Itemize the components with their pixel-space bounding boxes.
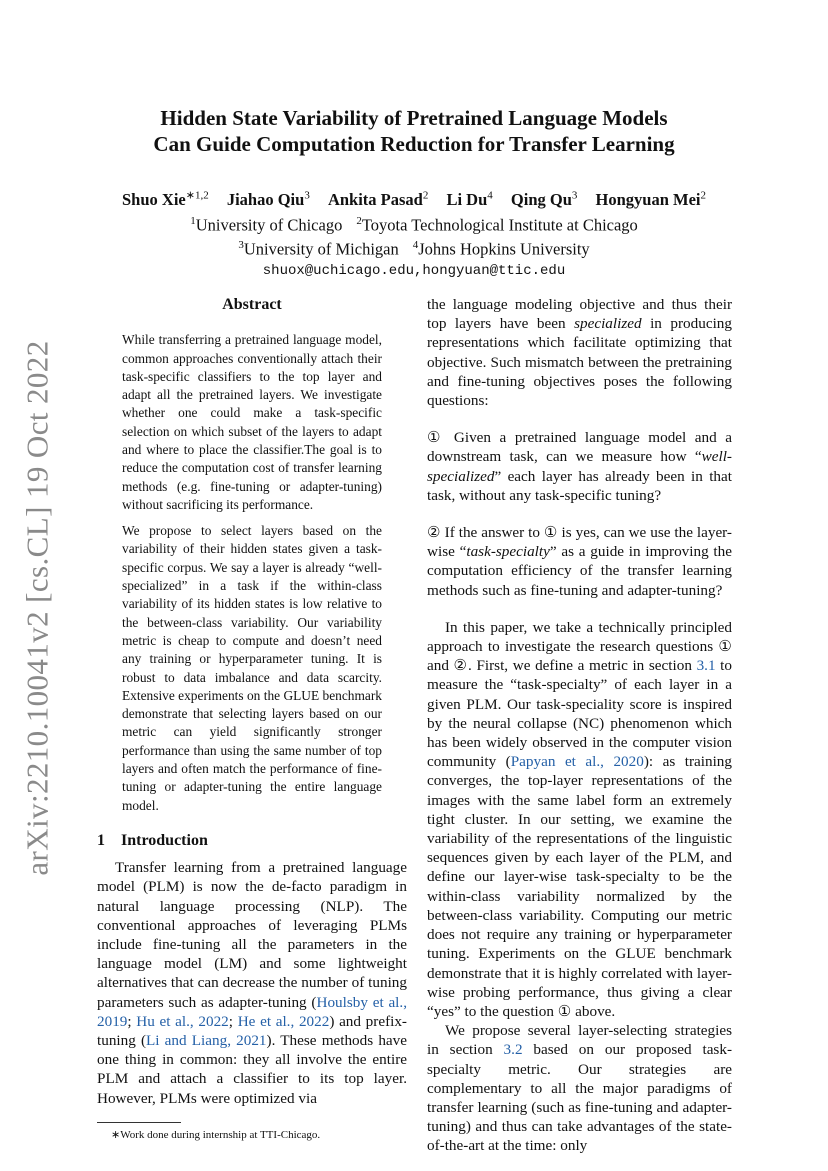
right-column — [427, 295, 732, 1156]
paper-title — [0, 105, 828, 157]
citation-link[interactable]: Li and Liang, 2021 — [146, 1031, 267, 1049]
section-heading-introduction — [97, 831, 407, 850]
body-paragraph: In this paper, we take a technically principled approach to investigate the research questions ① and ②. First, we define a metric in section 3.1 to measure the “task-specialty” of each layer in a given PLM. Our task-speciality score is inspired by the neural collapse (NC) phenomenon which has been widely observed in the computer vision community (Papyan et al., 2020): as training converges, the top-layer representations of the images with the same label form an extremely tight cluster. In our setting, we examine the variability of the representations of the linguistic sequences given by each layer of the PLM, and define our layer-wise task-specialty to be the within-class variability normalized by the between-class variability. Computing our metric does not require any training or hyperparameter tuning. Experiments on the GLUE benchmark demonstrate that it is highly correlated with layer-wise probing performance, thus giving a clear “yes” to the question ① above. — [427, 618, 732, 1020]
paper-header — [0, 105, 828, 282]
author: Li Du$^4$ — [446, 189, 493, 209]
author: Shuo Xie$^{∗1,2}$ — [122, 189, 209, 209]
footnote-divider — [97, 1122, 181, 1123]
section-ref-link[interactable]: 3.1 — [696, 657, 716, 675]
arxiv-identifier: arXiv:2210.10041v2 [cs.CL] 19 Oct 2022 — [20, 340, 55, 876]
author: Qing Qu$^3$ — [510, 189, 578, 209]
section-title: Introduction — [121, 831, 208, 849]
research-question-1: ① Given a pretrained language model and a downstream task, can we measure how “well-specialized” each layer has already been in that task, without any task-specific tuning? — [427, 429, 732, 504]
contact-email[interactable]: shuox@uchicago.edu,hongyuan@ttic.edu — [262, 262, 566, 279]
author: Jiahao Qiu$^3$ — [226, 189, 310, 209]
abstract-heading: Abstract — [222, 296, 282, 313]
abstract-paragraph: We propose to select layers based on the variability of their hidden states given a task-specific corpus. We say a layer is already “well-specialized” in a task if the within-class variability of its hidden states is low relative to the between-class variability. Our variability metric is cheap to compute and doesn’t need any training or hyperparameter tuning. It is robust to data imbalance and data scarcity. Extensive experiments on the GLUE benchmark demonstrate that selecting layers based on our metric can yield significantly stronger performance than using the same number of top layers and often match the performance of fine-tuning or adapter-tuning the entire language model. — [122, 523, 382, 813]
author: Hongyuan Mei$^2$ — [595, 189, 706, 209]
abstract-body — [122, 331, 382, 815]
section-number: 1 — [97, 831, 105, 849]
footnote: ∗Work done during internship at TTI-Chicago. — [111, 1128, 321, 1141]
section-ref-link[interactable]: 3.2 — [503, 1041, 523, 1059]
arxiv-sidebar-stamp — [14, 340, 62, 876]
research-question-2: ② If the answer to ① is yes, can we use the layer-wise “task-specialty” as a guide in improving the computation efficiency of the transfer learning methods such as fine-tuning and adapter-tuning? — [427, 524, 732, 599]
author: Ankita Pasad$^2$ — [327, 189, 429, 209]
citation-link[interactable]: He et al., 2022 — [237, 1012, 330, 1030]
abstract-paragraph: While transferring a pretrained language model, common approaches conventionally attach their task-specific classifiers to the top layer and adapt all the pretrained layers. We investigate whether one could make a task-specific selection on which subset of the layers to adapt and where to place the classifier.The goal is to reduce the computation cost of transfer learning methods (e.g. fine-tuning or adapter-tuning) without sacrificing its performance. — [122, 332, 382, 512]
affiliations-line-2: $^3$University of Michigan $^4$Johns Hopkins University — [238, 239, 590, 259]
author-list — [0, 184, 828, 211]
title-line-2: Can Guide Computation Reduction for Transfer Learning — [153, 132, 675, 156]
intro-paragraph: Transfer learning from a pretrained language model (PLM) is now the de-facto paradigm in natural language processing (NLP). The conventional approaches of leveraging PLMs include fine-tuning all the parameters in the language model (LM) and some lightweight alternatives that can decrease the number of tuning parameters such as adapter-tuning (Houlsby et al., 2019; Hu et al., 2022; He et al., 2022) and prefix-tuning (Li and Liang, 2021). These methods have one thing in common: they all involve the entire PLM and attach a classifier to its top layer. However, PLMs were optimized via — [97, 859, 407, 1107]
citation-link[interactable]: Houlsby et al., 2019 — [97, 993, 407, 1030]
left-column — [97, 295, 407, 1142]
body-paragraph: the language modeling objective and thus their top layers have been specialized in producing representations which facilitate optimizing that objective. Such mismatch between the pretraining and fine-tuning objectives poses the following questions: — [427, 296, 732, 410]
citation-link[interactable]: Hu et al., 2022 — [136, 1012, 229, 1030]
title-line-1: Hidden State Variability of Pretrained Language Models — [160, 106, 668, 130]
affiliations-line-1: $^1$University of Chicago $^2$Toyota Technological Institute at Chicago — [190, 214, 638, 234]
body-paragraph: We propose several layer-selecting strategies in section 3.2 based on our proposed task-specialty metric. Our strategies are complementary to all the major paradigms of transfer learning (such as fine-tuning and adapter-tuning) and thus can take advantages of the state-of-the-art at the time: only — [427, 1022, 732, 1155]
citation-link[interactable]: Papyan et al., 2020 — [510, 753, 644, 771]
